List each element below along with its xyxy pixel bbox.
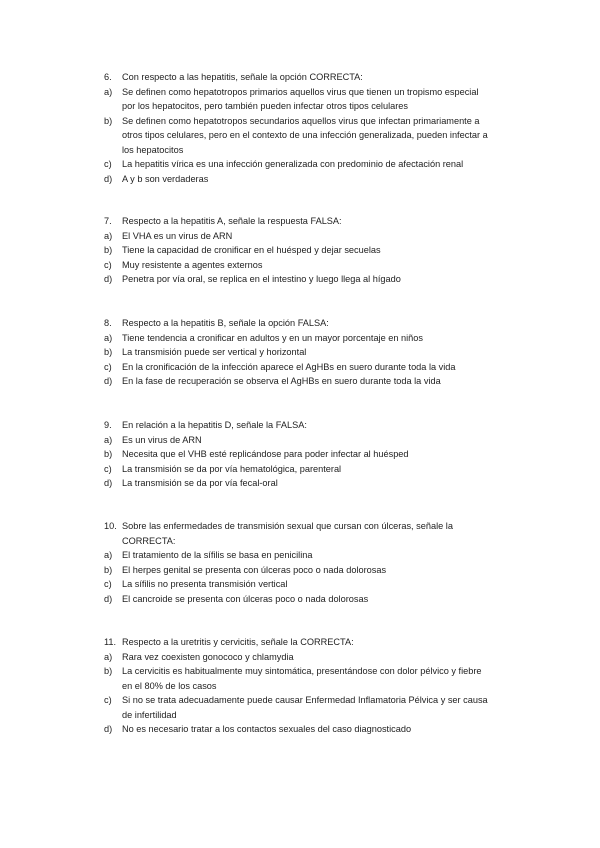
- option-text: La transmisión puede ser vertical y horizontal: [122, 347, 307, 357]
- option-text: La hepatitis vírica es una infección generalizada con predominio de afectación renal: [122, 159, 464, 169]
- option-a: [0, 85, 600, 100]
- option-letter: c): [104, 463, 112, 474]
- option-a: [0, 229, 600, 244]
- option-letter: b): [104, 666, 113, 676]
- option-text: El tratamiento de la sífilis se basa en penicilina: [122, 550, 313, 560]
- option-c: [0, 360, 600, 375]
- question-11: [0, 635, 600, 737]
- option-letter: a): [104, 434, 113, 445]
- option-b: [0, 563, 600, 578]
- option-letter: c): [104, 159, 112, 169]
- option-c: [0, 577, 600, 592]
- option-d: [0, 374, 600, 389]
- question-text: Respecto a la hepatitis A, señale la respuesta FALSA:: [122, 216, 342, 226]
- option-text: Si no se trata adecuadamente puede causar Enfermedad Inflamatoria Pélvica y ser causa: [122, 695, 488, 705]
- question-number: 9.: [104, 420, 112, 430]
- option-letter: b): [104, 564, 113, 575]
- option-text: Necesita que el VHB esté replicándose para poder infectar al huésped: [122, 449, 409, 459]
- option-text: Muy resistente a agentes externos: [122, 259, 263, 270]
- option-letter: c): [104, 259, 112, 270]
- option-letter: b): [104, 347, 113, 357]
- option-letter: d): [104, 478, 113, 488]
- option-text: En la cronificación de la infección aparece el AgHBs en suero durante toda la vida: [122, 361, 456, 372]
- option-text: En la fase de recuperación se observa el AgHBs en suero durante toda la vida: [122, 376, 441, 386]
- option-letter: a): [104, 651, 113, 662]
- option-letter: a): [104, 230, 113, 241]
- option-text: El herpes genital se presenta con úlceras poco o nada dolorosas: [122, 564, 387, 575]
- option-letter: d): [104, 173, 113, 184]
- option-text: Tiene tendencia a cronificar en adultos y en un mayor porcentaje en niños: [122, 332, 423, 343]
- option-d: [0, 172, 600, 187]
- question-9: [0, 418, 600, 491]
- option-letter: c): [104, 695, 112, 705]
- question-number: 6.: [104, 72, 112, 82]
- option-text: Rara vez coexisten gonococo y chlamydia: [122, 651, 294, 662]
- option-c: [0, 693, 600, 708]
- option-a: [0, 650, 600, 665]
- option-letter: c): [104, 579, 112, 589]
- option-letter: b): [104, 115, 113, 126]
- question-text: Con respecto a las hepatitis, señale la opción CORRECTA:: [122, 72, 363, 82]
- option-text: A y b son verdaderas: [122, 173, 209, 184]
- question-7: [0, 214, 600, 287]
- option-b: [0, 664, 600, 679]
- option-text: El VHA es un virus de ARN: [122, 230, 233, 241]
- question-text: CORRECTA:: [122, 535, 176, 546]
- question-text: Sobre las enfermedades de transmisión sexual que cursan con úlceras, señale la: [122, 521, 453, 531]
- option-text: La cervicitis es habitualmente muy sintomática, presentándose con dolor pélvico y fiebre: [122, 666, 482, 676]
- option-text: Es un virus de ARN: [122, 434, 202, 445]
- option-d: [0, 592, 600, 607]
- option-letter: a): [104, 550, 113, 560]
- option-c: [0, 258, 600, 273]
- option-letter: c): [104, 361, 112, 372]
- option-text: Se definen como hepatotropos primarios aquellos virus que tienen un tropismo especial: [122, 86, 479, 97]
- option-b: [0, 447, 600, 462]
- option-c: [0, 157, 600, 172]
- option-d: [0, 272, 600, 287]
- option-letter: a): [104, 86, 113, 97]
- question-text: En relación a la hepatitis D, señale la FALSA:: [122, 420, 307, 430]
- option-text: otros tipos celulares, pero en el contexto de una infección generalizada, pueden infectar a: [122, 130, 488, 140]
- option-letter: d): [104, 724, 113, 734]
- question-10: [0, 519, 600, 606]
- option-a: [0, 548, 600, 563]
- option-text: en el 80% de los casos: [122, 680, 217, 691]
- question-number: 10.: [104, 521, 117, 531]
- option-c: [0, 462, 600, 477]
- option-text: Penetra por vía oral, se replica en el intestino y luego llega al hígado: [122, 274, 401, 284]
- question-8: [0, 316, 600, 389]
- question-text: Respecto a la hepatitis B, señale la opción FALSA:: [122, 318, 329, 328]
- option-text: Tiene la capacidad de cronificar en el huésped y dejar secuelas: [122, 245, 381, 255]
- option-letter: d): [104, 593, 113, 604]
- question-6: [0, 70, 600, 186]
- question-text: Respecto a la uretritis y cervicitis, señale la CORRECTA:: [122, 637, 354, 647]
- option-text: El cancroide se presenta con úlceras poco o nada dolorosas: [122, 593, 369, 604]
- option-text: Se definen como hepatotropos secundarios aquellos virus que infectan primariamente a: [122, 115, 480, 126]
- option-d: [0, 722, 600, 737]
- option-letter: b): [104, 245, 113, 255]
- option-text: La transmisión se da por vía hematológica, parenteral: [122, 463, 342, 474]
- question-number: 7.: [104, 216, 112, 226]
- question-number: 11.: [104, 637, 117, 647]
- option-text: por los hepatocitos, pero también pueden infectar otros tipos celulares: [122, 101, 409, 111]
- option-d: [0, 476, 600, 491]
- option-b: [0, 114, 600, 129]
- option-text: los hepatocitos: [122, 144, 184, 155]
- option-letter: d): [104, 376, 113, 386]
- option-b: [0, 243, 600, 258]
- option-b: [0, 345, 600, 360]
- option-text: de infertilidad: [122, 709, 177, 720]
- option-letter: d): [104, 274, 113, 284]
- option-a: [0, 331, 600, 346]
- option-letter: b): [104, 449, 113, 459]
- question-number: 8.: [104, 318, 112, 328]
- option-text: La sífilis no presenta transmisión vertical: [122, 579, 288, 589]
- option-text: No es necesario tratar a los contactos sexuales del caso diagnosticado: [122, 724, 412, 734]
- option-a: [0, 433, 600, 448]
- option-letter: a): [104, 332, 113, 343]
- option-text: La transmisión se da por vía fecal-oral: [122, 478, 278, 488]
